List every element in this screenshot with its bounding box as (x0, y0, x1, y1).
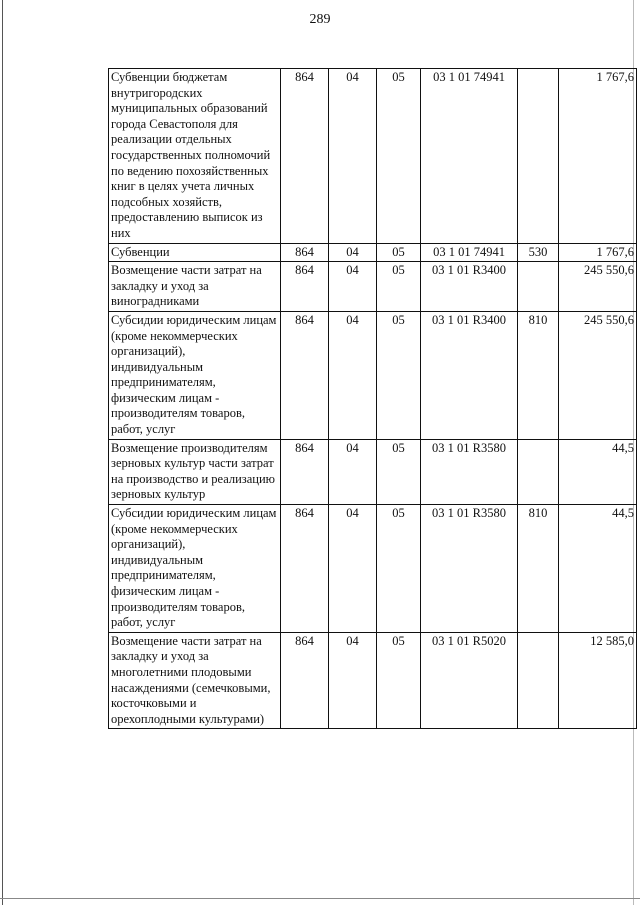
row-section-code: 04 (329, 505, 377, 633)
row-amount: 245 550,6 (559, 262, 637, 312)
row-name: Субвенции (109, 243, 281, 262)
row-ministry-code: 864 (281, 69, 329, 244)
row-ministry-code: 864 (281, 505, 329, 633)
row-name: Субсидии юридическим лицам (кроме некоммерческих организаций), индивидуальным предпринимателям, физическим лицам - производителям товаров, работ, услуг (109, 311, 281, 439)
row-ministry-code: 864 (281, 311, 329, 439)
row-ministry-code: 864 (281, 262, 329, 312)
table-row (109, 243, 637, 262)
row-target-code: 03 1 01 74941 (421, 243, 518, 262)
row-amount: 44,5 (559, 505, 637, 633)
row-expense-type-code: 810 (518, 311, 559, 439)
row-target-code: 03 1 01 74941 (421, 69, 518, 244)
row-section-code: 04 (329, 439, 377, 504)
row-amount: 1 767,6 (559, 243, 637, 262)
row-name: Субвенции бюджетам внутригородских муниципальных образований города Севастополя для реализации отдельных государственных полномочий по ведению похозяйственных книг в целях учета личных подсобных хозяйств, предоставлению выписок из них (109, 69, 281, 244)
row-expense-type-code: 530 (518, 243, 559, 262)
row-amount: 245 550,6 (559, 311, 637, 439)
row-amount: 1 767,6 (559, 69, 637, 244)
row-target-code: 03 1 01 R3400 (421, 262, 518, 312)
row-target-code: 03 1 01 R3400 (421, 311, 518, 439)
row-section-code: 04 (329, 69, 377, 244)
row-subsection-code: 05 (377, 439, 421, 504)
row-subsection-code: 05 (377, 243, 421, 262)
row-expense-type-code (518, 632, 559, 729)
table-row (109, 505, 637, 633)
table-row (109, 262, 637, 312)
row-name: Возмещение части затрат на закладку и уход за многолетними плодовыми насаждениями (семечковыми, косточковыми и орехоплодными культурами) (109, 632, 281, 729)
row-expense-type-code (518, 69, 559, 244)
scan-bottom-edge (0, 898, 640, 899)
row-target-code: 03 1 01 R3580 (421, 505, 518, 633)
row-ministry-code: 864 (281, 632, 329, 729)
budget-table (108, 68, 637, 729)
row-subsection-code: 05 (377, 311, 421, 439)
row-ministry-code: 864 (281, 439, 329, 504)
row-ministry-code: 864 (281, 243, 329, 262)
table-row (109, 632, 637, 729)
row-target-code: 03 1 01 R3580 (421, 439, 518, 504)
row-subsection-code: 05 (377, 632, 421, 729)
scan-left-edge (2, 0, 3, 905)
row-expense-type-code: 810 (518, 505, 559, 633)
row-name: Возмещение производителям зерновых культур части затрат на производство и реализацию зерновых культур (109, 439, 281, 504)
row-name: Возмещение части затрат на закладку и уход за виноградниками (109, 262, 281, 312)
table-row (109, 311, 637, 439)
table-row (109, 439, 637, 504)
row-subsection-code: 05 (377, 69, 421, 244)
row-target-code: 03 1 01 R5020 (421, 632, 518, 729)
row-expense-type-code (518, 439, 559, 504)
row-section-code: 04 (329, 311, 377, 439)
row-section-code: 04 (329, 262, 377, 312)
row-subsection-code: 05 (377, 262, 421, 312)
row-section-code: 04 (329, 243, 377, 262)
row-subsection-code: 05 (377, 505, 421, 633)
row-name: Субсидии юридическим лицам (кроме некоммерческих организаций), индивидуальным предпринимателям, физическим лицам - производителям товаров, работ, услуг (109, 505, 281, 633)
row-amount: 44,5 (559, 439, 637, 504)
row-expense-type-code (518, 262, 559, 312)
row-amount: 12 585,0 (559, 632, 637, 729)
row-section-code: 04 (329, 632, 377, 729)
table-row (109, 69, 637, 244)
page-number: 289 (309, 12, 331, 27)
